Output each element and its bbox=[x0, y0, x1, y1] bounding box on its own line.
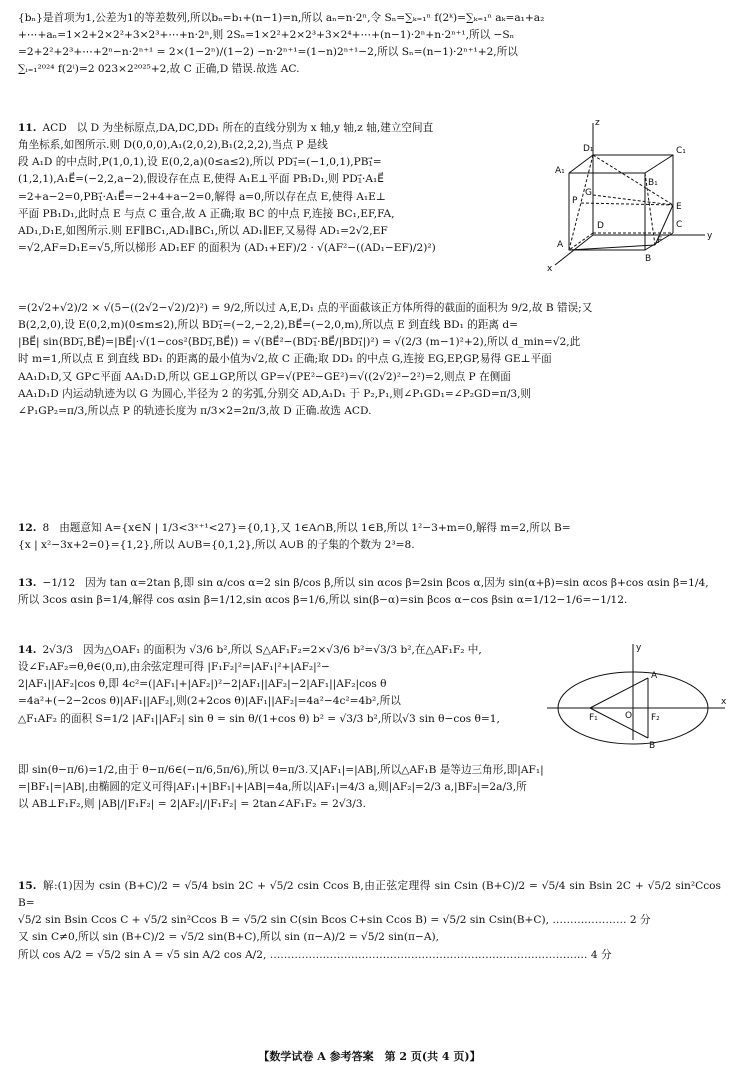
ellipse-figure bbox=[545, 640, 730, 750]
text-line: 所以 3cos αsin β=1/4,解得 cos αsin β=1/12,sin αcos β=1/6,所以 sin(β−α)=sin βcos α−cos βsin α=1/12−1/6=−1/12. bbox=[18, 594, 628, 607]
fig-label-b1: B₁ bbox=[648, 178, 658, 188]
q14-solution-continued bbox=[18, 762, 721, 813]
text-line: B(2,2,0),设 E(0,2,m)(0≤m≤2),所以 BD₁⃗=(−2,−2,2),BE⃗=(−2,0,m),所以点 E 到直线 BD₁ 的距离 d= bbox=[18, 319, 519, 332]
cube-figure bbox=[545, 115, 725, 277]
fig-label-d: D bbox=[597, 221, 604, 231]
text-line: =2+2²+2³+⋯+2ⁿ−n·2ⁿ⁺¹ = 2×(1−2ⁿ)/(1−2) −n·2ⁿ⁺¹=(1−n)2ⁿ⁺¹−2,所以 Sₙ=(n−1)·2ⁿ⁺¹+2,所以 bbox=[18, 46, 518, 59]
text-line: {bₙ}是首项为1,公差为1的等差数列,所以bₙ=b₁+(n−1)=n,所以 aₙ=n·2ⁿ,令 Sₙ=∑ₖ₌₁ⁿ f(2ᵏ)=∑ₖ₌₁ⁿ aₖ=a₁+a₂ bbox=[18, 12, 545, 24]
text-line: ∑ᵢ₌₁²⁰²⁴ f(2ⁱ)=2 023×2²⁰²⁵+2,故 C 正确,D 错误.故选 AC. bbox=[18, 63, 300, 76]
text-line: =(2√2+√2)/2 × √(5−((2√2−√2)/2)²) = 9/2,所以过 A,E,D₁ 点的平面截该正方体所得的截面的面积为 9/2,故 B 错误;又 bbox=[18, 302, 593, 314]
text-line: 所以 cos A/2 = √5/2 sin A = √5 sin A/2 cos A/2, ……………………………………………………………………………… 4 分 bbox=[18, 948, 612, 961]
question-number: 13. bbox=[18, 577, 37, 589]
text-line: ∠P₁GP₂=π/3,所以点 P 的轨迹长度为 π/3×2=2π/3,故 D 正确.故选 ACD. bbox=[18, 404, 372, 417]
fig-label-g: G bbox=[585, 188, 592, 198]
text-line: 平面 PB₁D₁,此时点 E 与点 C 重合,故 A 正确;取 BC 的中点 F,连接 BC₁,EF,FA, bbox=[18, 207, 395, 220]
text-line: AD₁,D₁E,如图所示.则 EF∥BC₁,AD₁∥BC₁,所以 AD₁∥EF,又易得 AD₁=2√2,EF bbox=[18, 224, 388, 237]
text-line: 由题意知 A={x∈N | 1/3<3ˣ⁺¹<27}={0,1},又 1∈A∩B,所以 1∈B,所以 1²−3+m=0,解得 m=2,所以 B= bbox=[59, 522, 571, 534]
text-line: (1,2,1),A₁E⃗=(−2,2,a−2),假设存在点 E,使得 A₁E⊥平面 PB₁D₁,则 PD₁⃗·A₁E⃗ bbox=[18, 173, 384, 186]
text-line: =4a²+(−2−2cos θ)|AF₁||AF₂|,则(2+2cos θ)|AF₁||AF₂|=4a²−4c²=4b²,所以 bbox=[18, 695, 401, 708]
q10-continuation bbox=[18, 10, 721, 79]
fig-label-z: z bbox=[595, 118, 600, 128]
text-line: =|BF₁|=|AB|,由椭圆的定义可得|AF₁|+|BF₁|+|AB|=4a,所以|AF₁|=4/3 a,则|AF₂|=2/3 a,|BF₂|=2a/3,所 bbox=[18, 781, 527, 794]
text-line: {x | x²−3x+2=0}={1,2},所以 A∪B={0,1,2},所以 A∪B 的子集的个数为 2³=8. bbox=[18, 539, 415, 552]
text-line bbox=[18, 642, 533, 659]
text-line bbox=[18, 520, 721, 537]
text-line: 以 AB⊥F₁F₂,则 |AB|/|F₁F₂| = 2|AF₂|/|F₁F₂| = 2tan∠AF₁F₂ = 2√3/3. bbox=[18, 798, 366, 811]
text-line: 2|AF₁||AF₂|cos θ,即 4c²=(|AF₁|+|AF₂|)²−2|AF₁||AF₂|−2|AF₁||AF₂|cos θ bbox=[18, 678, 387, 691]
text-line: 段 A₁D 的中点时,P(1,0,1),设 E(0,2,a)(0≤a≤2),所以 PD₁⃗=(−1,0,1),PB₁⃗= bbox=[18, 156, 382, 169]
fig-label-x: x bbox=[547, 264, 553, 274]
text-line: +⋯+aₙ=1×2+2×2²+3×2³+⋯+n·2ⁿ,则 2Sₙ=1×2²+2×2³+3×2⁴+⋯+(n−1)·2ⁿ+n·2ⁿ⁺¹,所以 −Sₙ bbox=[18, 29, 515, 42]
page-footer: 【数学试卷 A 参考答案 第 2 页(共 4 页)】 bbox=[258, 1050, 481, 1063]
question-number: 11. bbox=[18, 122, 37, 134]
fig-label-b: B bbox=[649, 741, 656, 750]
fig-label-c: C bbox=[676, 220, 683, 230]
q15-solution bbox=[18, 878, 721, 964]
text-line: |BE⃗| sin⟨BD₁⃗,BE⃗⟩=|BE⃗|·√(1−cos²⟨BD₁⃗,BE⃗⟩) = √(BE⃗²−(BD₁⃗·BE⃗/|BD₁⃗|)²) = √(2/3 (m−1)²+2),所以 d_min=√2,此 bbox=[18, 336, 581, 349]
fig-label-f1: F₁ bbox=[589, 713, 598, 723]
text-line: 角坐标系,如图所示.则 D(0,0,0),A₁(2,0,2),B₁(2,2,2),当点 P 是线 bbox=[18, 139, 328, 152]
fig-label-o: O bbox=[625, 711, 633, 721]
text-line bbox=[18, 575, 721, 592]
fig-label-d1: D₁ bbox=[583, 144, 594, 154]
fig-label-f: F bbox=[657, 236, 663, 246]
text-line: 时 m=1,所以点 E 到直线 BD₁ 的距离的最小值为√2,故 C 正确;取 DD₁ 的中点 G,连接 EG,EP,GP,易得 GE⊥平面 bbox=[18, 353, 552, 366]
answer-key: −1/12 bbox=[42, 577, 76, 589]
text-line: =√2,AF=D₁E=√5,所以梯形 AD₁EF 的面积为 (AD₁+EF)/2 · √(AF²−((AD₁−EF)/2)²) bbox=[18, 242, 436, 255]
answer-key: ACD bbox=[42, 122, 67, 134]
fig-label-c1: C₁ bbox=[676, 146, 686, 156]
fig-label-f2: F₂ bbox=[651, 713, 660, 723]
text-line: 即 sin(θ−π/6)=1/2,由于 θ−π/6∈(−π/6,5π/6),所以 θ=π/3.又|AF₁|=|AB|,所以△AF₁B 是等边三角形,即|AF₁| bbox=[18, 764, 544, 776]
fig-label-b: B bbox=[645, 254, 652, 264]
question-number: 14. bbox=[18, 644, 37, 656]
text-line: 因为 tan α=2tan β,即 sin α/cos α=2 sin β/cos β,所以 sin αcos β=2sin βcos α,因为 sin(α+β)=sin αcos β+cos αsin β=1/4, bbox=[85, 577, 709, 589]
question-number: 12. bbox=[18, 522, 37, 534]
text-line: 解:(1)因为 csin (B+C)/2 = √5/4 bsin 2C + √5/2 csin Ccos B,由正弦定理得 sin Csin (B+C)/2 = √5/4 sin Bsin 2C + √5/2 sin²Ccos B= bbox=[18, 880, 721, 910]
text-line: =2+a−2=0,PB₁⃗·A₁E⃗=−2+4+a−2=0,解得 a=0,所以存在点 E,使得 A₁E⊥ bbox=[18, 190, 386, 203]
fig-label-y: y bbox=[636, 643, 642, 653]
answer-key: 2√3/3 bbox=[42, 644, 73, 656]
text-line: 设∠F₁AF₂=θ,θ∈(0,π),由余弦定理可得 |F₁F₂|²=|AF₁|²+|AF₂|²− bbox=[18, 661, 330, 674]
answer-key: 8 bbox=[42, 522, 50, 534]
q14-solution bbox=[18, 642, 533, 728]
q12-solution bbox=[18, 520, 721, 554]
text-line: 以 D 为坐标原点,DA,DC,DD₁ 所在的直线分别为 x 轴,y 轴,z 轴,建立空间直 bbox=[76, 122, 434, 134]
fig-label-a: A bbox=[557, 240, 564, 250]
text-line: △F₁AF₂ 的面积 S=1/2 |AF₁||AF₂| sin θ = sin θ/(1+cos θ) b² = √3/3 b²,所以√3 sin θ−cos θ=1, bbox=[18, 712, 500, 725]
question-number: 15. bbox=[18, 880, 37, 892]
fig-label-y: y bbox=[707, 231, 713, 241]
q11-solution-continued bbox=[18, 300, 721, 420]
text-line: AA₁D₁D 内运动轨迹为以 G 为圆心,半径为 2 的劣弧,分别交 AD,A₁D₁ 于 P₂,P₁,则∠P₁GD₁=∠P₂GD=π/3,则 bbox=[18, 387, 532, 400]
text-line bbox=[18, 878, 721, 912]
text-line: √5/2 sin Bsin Ccos C + √5/2 sin²Ccos B = √5/2 sin C(sin Bcos C+sin Ccos B) = √5/2 sin Csin(B+C), ………………… 2 分 bbox=[18, 914, 651, 927]
fig-label-e: E bbox=[676, 202, 682, 212]
text-line: 又 sin C≠0,所以 sin (B+C)/2 = √5/2 sin(B+C),所以 sin (π−A)/2 = √5/2 sin(π−A), bbox=[18, 931, 439, 944]
text-line: AA₁D₁D,又 GP⊂平面 AA₁D₁D,所以 GE⊥GP,所以 GP=√(PE²−GE²)=√((2√2)²−2²)=2,则点 P 在侧面 bbox=[18, 370, 511, 383]
q11-solution bbox=[18, 120, 553, 257]
text-line: 因为△OAF₁ 的面积为 √3/6 b²,所以 S△AF₁F₂=2×√3/6 b²=√3/3 b²,在△AF₁F₂ 中, bbox=[82, 644, 482, 656]
text-line bbox=[18, 120, 553, 137]
fig-label-a: A bbox=[651, 671, 658, 681]
q13-solution bbox=[18, 575, 721, 609]
fig-label-a1: A₁ bbox=[555, 166, 565, 176]
fig-label-x: x bbox=[721, 697, 727, 707]
fig-label-p: P bbox=[572, 196, 578, 206]
